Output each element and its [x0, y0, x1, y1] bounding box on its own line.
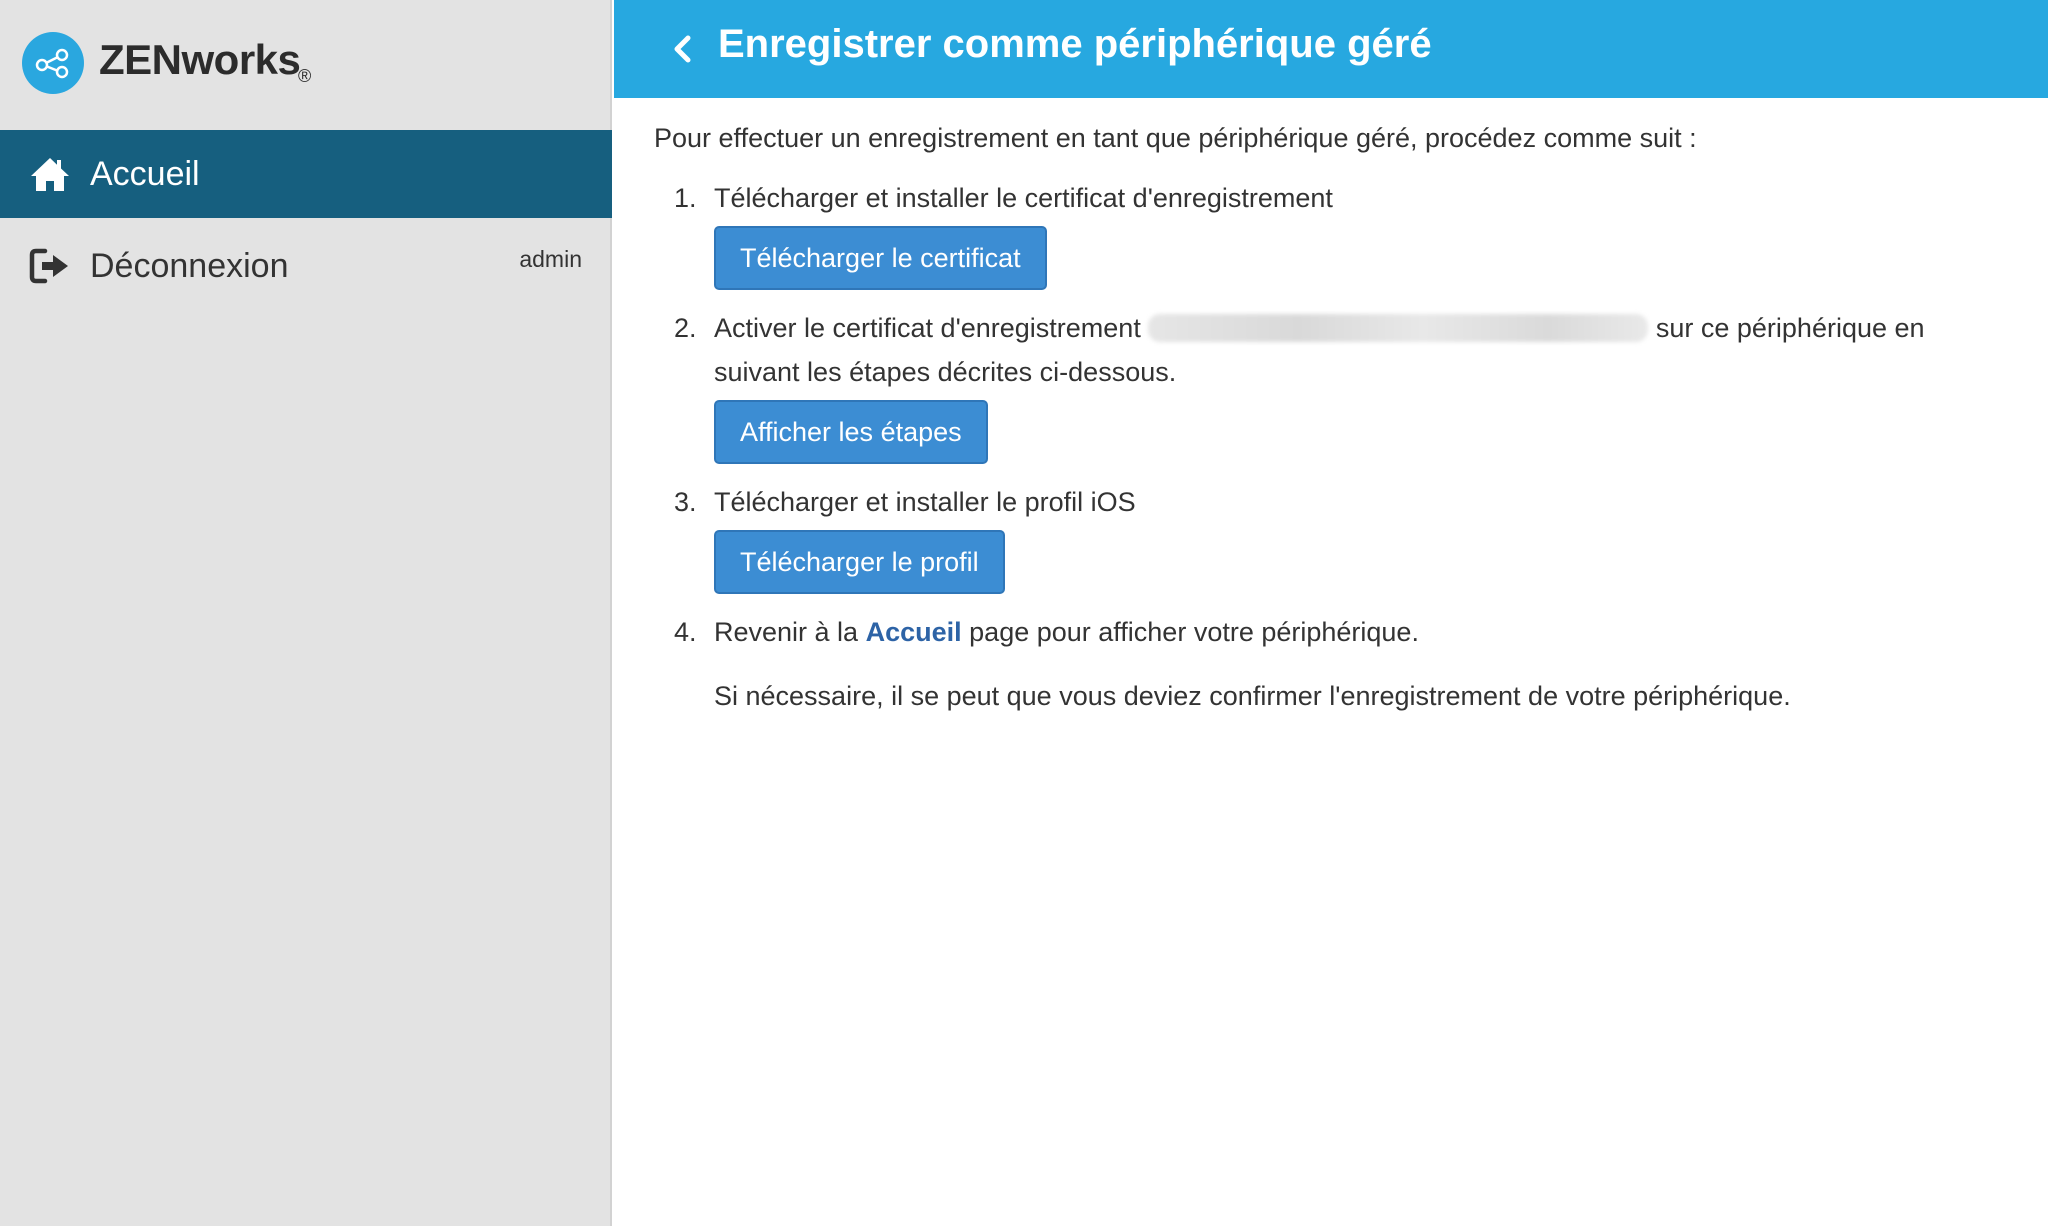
- show-steps-button[interactable]: Afficher les étapes: [714, 400, 988, 464]
- page-title: Enregistrer comme périphérique géré: [718, 22, 1432, 66]
- redacted-server-address: [1148, 314, 1648, 342]
- logout-icon: [28, 244, 72, 288]
- intro-text: Pour effectuer un enregistrement en tant que périphérique géré, procédez comme suit :: [654, 123, 1697, 153]
- brand-name: ZENworks: [99, 36, 301, 83]
- step-number: 1.: [674, 183, 697, 213]
- brand: [0, 0, 612, 130]
- sidebar: [0, 0, 612, 1226]
- step-text: Télécharger et installer le profil iOS: [714, 487, 1136, 517]
- chevron-left-icon[interactable]: [664, 30, 702, 68]
- confirmation-note: Si nécessaire, il se peut que vous deviez confirmer l'enregistrement de votre périphérique.: [714, 681, 1791, 711]
- page-header: [614, 0, 2048, 98]
- step-text: Télécharger et installer le certificat d'enregistrement: [714, 183, 1333, 213]
- home-link[interactable]: Accueil: [865, 617, 962, 647]
- sidebar-item-label: Accueil: [90, 155, 200, 193]
- username-label: admin: [519, 246, 582, 272]
- registered-mark: ®: [298, 66, 312, 86]
- share-network-icon: [22, 32, 84, 94]
- step-text-continued: page pour afficher votre périphérique.: [969, 617, 1419, 647]
- step-number: 2.: [674, 313, 697, 343]
- sidebar-item-label: Déconnexion: [90, 247, 289, 285]
- home-icon: [28, 152, 72, 196]
- sidebar-item-accueil[interactable]: [0, 130, 612, 218]
- sidebar-item-deconnexion[interactable]: [0, 222, 612, 310]
- main-content: [654, 116, 2014, 711]
- step-text: Revenir à la: [714, 617, 859, 647]
- step-number: 4.: [674, 617, 697, 647]
- step-number: 3.: [674, 487, 697, 517]
- step-text: Activer le certificat d'enregistrement: [714, 313, 1141, 343]
- download-profile-button[interactable]: Télécharger le profil: [714, 530, 1005, 594]
- step-text-continued: sur ce périphérique en suivant les étapes décrites ci-dessous.: [714, 313, 1925, 387]
- download-certificate-button[interactable]: Télécharger le certificat: [714, 226, 1047, 290]
